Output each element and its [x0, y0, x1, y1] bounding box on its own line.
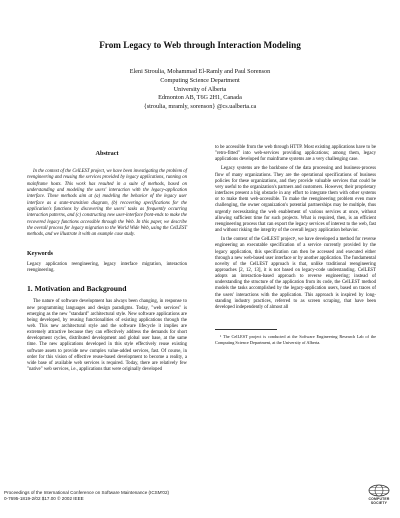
left-column — [27, 150, 187, 373]
footnote-rule — [215, 329, 277, 330]
author-names: Eleni Stroulia, Mohammad El-Ramly and Paul Sorenson — [129, 68, 271, 75]
computer-society-logo-icon — [368, 484, 390, 497]
section-body — [27, 299, 187, 373]
author-emails: {stroulia, mramly, sorenson} @cs.ualberta.ca — [143, 103, 257, 111]
page-footer — [4, 490, 169, 503]
author-address: Edmonton AB, T6G 2H1, Canada — [158, 94, 242, 102]
paragraph-legacy-systems: Legacy systems are the backbone of the data processing and business-process flow of many organizations. They are the operational specifications of business policies for these organizations, and they provide valuable services that could be very useful to the organization's partners and customers. However, their proprietary interfaces present a big obstacle in any effort to integrate them with other systems or to make them web-accessible. To make the reengineering problem even more challenging, the owner organization's potential partnerships may be multiple, thus urgently necessitating the web enablement of various services at once, without allowing sufficient time for such projects. What is required, then, is an efficient reengineering process that can export the legacy services of interest to the web, fast and without risking the integrity of the overall legacy application behavior. — [215, 166, 376, 234]
paragraph-cellest: In the context of the CelLEST project¹, we have developed a method for reverse engineering an executable specification of a service currently provided by the legacy application, this specification can then be accessed and executed either through a new web-based user interface or by another application. The fundamental novelty of the CelLEST approach is that, unlike traditional reengineering approaches [2, 12, 13], it is not based on legacy-code understanding. CelLEST adopts an interaction-based approach to reverse engineering; instead of understanding the structure of the application from its code, the CelLEST method models the tasks accomplished by the legacy-application users, based on traces of the users' interactions with the application. This approach is inspired by long-standing industry practices, referred to as screen scraping, that have been developed independently of almost all — [215, 237, 376, 310]
footer-copyright: 0-7695-1819-2/02 $17.00 © 2002 IEEE — [4, 496, 84, 502]
keywords-heading: Keywords — [27, 250, 53, 257]
logo-text-line2: SOCIETY — [370, 501, 388, 505]
right-column — [215, 145, 376, 345]
section-paragraph: The nature of software development has always been changing, in response to new programming languages and design paradigms. Today, "web services" is emerging as the new "standard" architectural style. New software applications are being developed, by reusing functionalities of existing applications through the web. This new architectural style and the software lifecycle it implies are extremely attractive because they can effectively address the demands for short development cycles, distributed development and global user base, at the same time. The new applications developed in this style effectively reuse existing software assets to provide new complex value-added services, fast. Of course, in order for this vision of effective reuse-based development to become a reality, a wide base of available web services is required. Today, there are relatively few "native" web services, i.e., applications that were originally developed — [27, 299, 187, 373]
abstract-heading: Abstract — [95, 150, 119, 157]
footer-proceedings: Proceedings of the International Conference on Software Maintenance (ICSM'02) — [4, 490, 170, 495]
author-block — [0, 68, 400, 112]
abstract-text: In the context of the CelLEST project, we have been investigating the problem of reengineering and reusing the services provided by legacy applications, running on mainframe hosts. This work has resulted in a suite of methods, based on understanding and modeling the users' interaction with the legacy-application interface. These methods aim at (a) modeling the behavior of the legacy user interface as a state-transition diagram, (b) recovering specifications for the application's functions by discovering the users' tasks as frequently occurring interaction patterns, and (c) constructing new user-interface front-ends to make the recovered legacy functions accessible through the Web. In this paper, we describe the overall process for legacy migration to the World Wide Web, using the CelLEST methods, and we illustrate it with an example case study. — [27, 169, 187, 238]
footnote: ¹ The CelLEST project is conducted at the Software Engineering Research Lab of the Computing Science Department, at the University of Alberta. — [215, 334, 376, 345]
logo-text-line1: COMPUTER — [368, 497, 390, 501]
right-body — [215, 145, 376, 311]
author-department: Computing Science Department — [160, 76, 240, 84]
keywords-text: Legacy application reengineering, legacy interface migration, interaction reengineering. — [27, 261, 187, 274]
computer-society-logo — [364, 484, 394, 508]
section-heading: 1. Motivation and Background — [27, 284, 127, 294]
paper-title: From Legacy to Web through Interaction Modeling — [99, 40, 301, 50]
author-university: University of Alberta — [173, 85, 227, 93]
paragraph-continuation: to be accessible from the web through HTTP. Most existing applications have to be "retro-fitted" into web-services providing applications; among them, legacy applications developed for mainframe systems are a very challenging case. — [215, 145, 376, 163]
